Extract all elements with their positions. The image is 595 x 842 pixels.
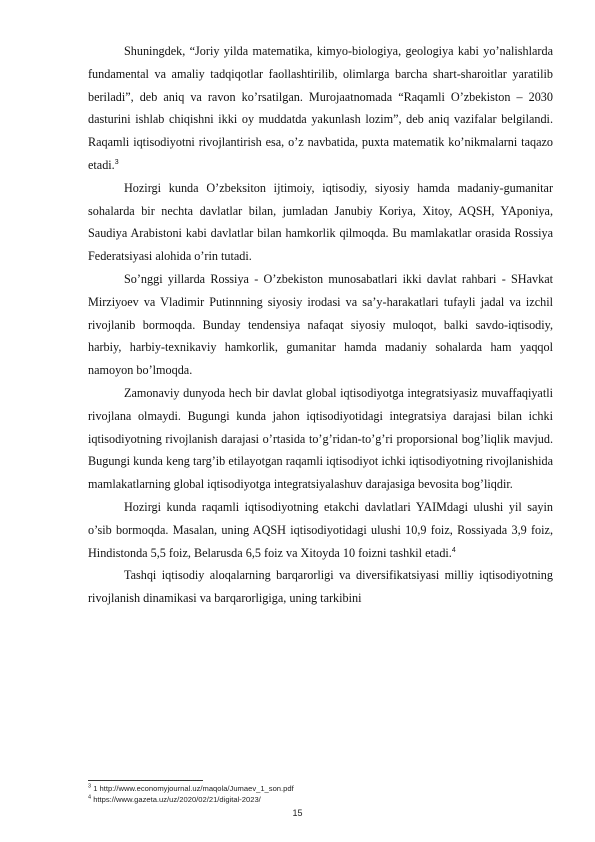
paragraph-text: Shuningdek, “Joriy yilda matematika, kimyo-biologiya, geologiya kabi yo’nalishlarda fundamental va amaliy tadqiqotlar faollashtirilib, olimlarga barcha shart-sharoitlar yaratilib beriladi”, deb aniq va ravon ko’rsatilgan. Murojaatnomada “Raqamli O’zbekiston – 2030 dasturini ishlab chiqishni ikki oy muddatda yakunlash lozim”, deb aniq vazifalar belgilandi. Raqamli iqtisodiyotni rivojlantirish esa, o’z navbatida, puxta matematik ko’nikmalarni taqazo etadi. <box>88 44 553 172</box>
paragraph-text: Tashqi iqtisodiy aloqalarning barqarorligi va diversifikatsiyasi milliy iqtisodiyotning rivojlanish dinamikasi va barqarorligiga, uning tarkibini <box>88 568 553 606</box>
paragraph-text: So’nggi yillarda Rossiya - O’zbekiston munosabatlari ikki davlat rahbari - SHavkat Mirziyoev va Vladimir Putinnning siyosiy irodasi va sa’y-harakatlari tufayli jadal va izchil rivojlanib bormoqda. Bunday tendensiya nafaqat siyosiy muloqot, balki savdo-iqtisodiy, harbiy, harbiy-texnikaviy hamkorlik, gumanitar hamda madaniy sohalarda ham yaqqol namoyon bo’lmoqda. <box>88 271 553 378</box>
paragraph-text: Zamonaviy dunyoda hech bir davlat global iqtisodiyotga integratsiyasiz muvaffaqiyatli rivojlana olmaydi. Bugungi kunda jahon iqtisodiyotidagi integratsiya darajasi bilan ichki iqtisodiyotning rivojlanish darajasi o’rtasida to’g’ridan-to’g’ri proporsional bog’liqlik mavjud. Bugungi kunda keng targ’ib etilayotgan raqamli iqtisodiyot ichki iqtisodiyotning rivojlanishida mamlakatlarning global iqtisodiyotga integratsiyalashuv darajasiga bevosita bog’liqdir. <box>88 385 553 492</box>
footnote-link[interactable]: 1 http://www.economyjournal.uz/maqola/Jumaev_1_son.pdf <box>93 784 294 793</box>
paragraph-6 <box>88 564 553 610</box>
paragraph-2 <box>88 177 553 268</box>
paragraph-5 <box>88 496 553 564</box>
footnote-mark: 4 <box>88 794 92 801</box>
footnote-ref-4[interactable]: 4 <box>451 546 456 554</box>
footnotes <box>88 783 553 805</box>
paragraph-text: Hozirgi kunda raqamli iqtisodiyotning etakchi davlatlari YAIMdagi ulushi yil sayin o’sib bormoqda. Masalan, uning AQSH iqtisodiyotidagi ulushi 10,9 foiz, Rossiyada 3,9 foiz, Hindistonda 5,5 foiz, Belarusda 6,5 foiz va Xitoyda 10 foizni tashkil etadi. <box>88 499 553 560</box>
footnote-4 <box>88 794 553 805</box>
footnote-divider <box>88 780 203 781</box>
paragraph-3 <box>88 268 553 382</box>
footnote-3 <box>88 783 553 794</box>
body-text <box>88 40 553 610</box>
paragraph-4 <box>88 382 553 496</box>
paragraph-text: Hozirgi kunda O’zbeksiton ijtimoiy, iqtisodiy, siyosiy hamda madaniy-gumanitar sohalarda bir nechta davlatlar bilan, jumladan Janubiy Koriya, Xitoy, AQSH, YAponiya, Saudiya Arabistoni kabi davlatlar bilan hamkorlik qilmoqda. Bu mamlakatlar orasida Rossiya Federatsiyasi alohida o’rin tutadi. <box>88 180 553 264</box>
footnote-ref-3[interactable]: 3 <box>114 158 119 166</box>
page-number: 15 <box>292 808 303 818</box>
footnote-mark: 3 <box>88 783 92 790</box>
footnote-link[interactable]: https://www.gazeta.uz/uz/2020/02/21/digital-2023/ <box>93 795 261 804</box>
paragraph-1 <box>88 40 553 177</box>
